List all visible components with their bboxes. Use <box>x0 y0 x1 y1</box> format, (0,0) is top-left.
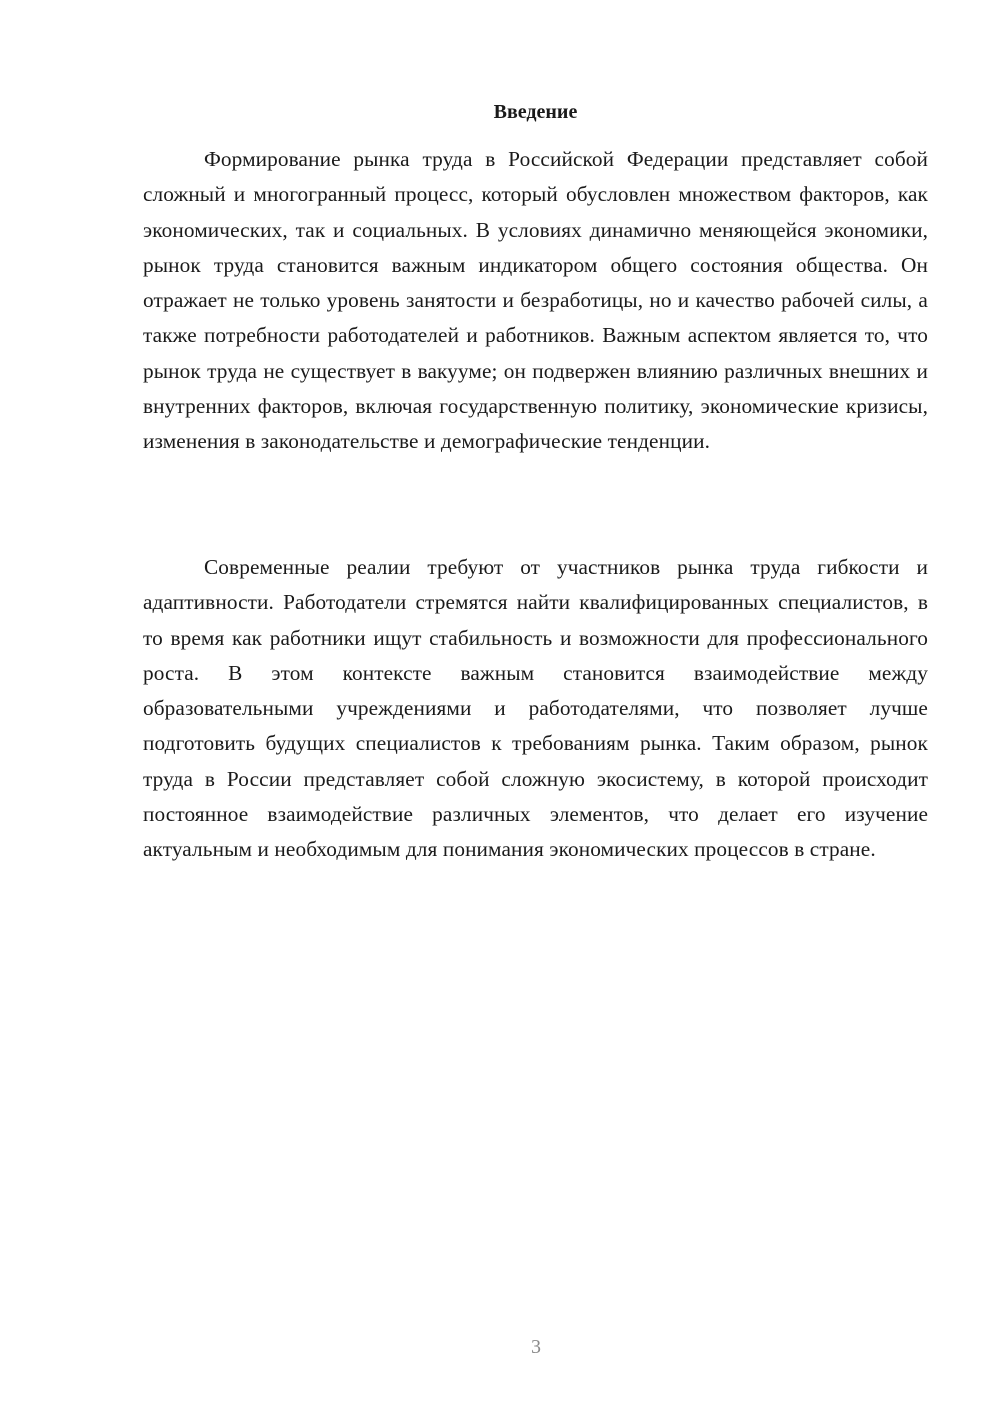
page-number: 3 <box>531 1336 541 1358</box>
body-paragraph-2: Современные реалии требуют от участников рынка труда гибкости и адаптивности. Работодатели стремятся найти квалифицированных специалистов, в то время как работники ищут стабильность и возможности для профессионального роста. В этом контексте важным становится взаимодействие между образовательными учреждениями и работодателями, что позволяет лучше подготовить будущих специалистов к требованиям рынка. Таким образом, рынок труда в России представляет собой сложную экосистему, в которой происходит постоянное взаимодействие различных элементов, что делает его изучение актуальным и необходимым для понимания экономических процессов в стране. <box>143 555 928 862</box>
body-paragraph-1: Формирование рынка труда в Российской Федерации представляет собой сложный и многогранный процесс, который обусловлен множеством факторов, как экономических, так и социальных. В условиях динамично меняющейся экономики, рынок труда становится важным индикатором общего состояния общества. Он отражает не только уровень занятости и безработицы, но и качество рабочей силы, а также потребности работодателей и работников. Важным аспектом является то, что рынок труда не существует в вакууме; он подвержен влиянию различных внешних и внутренних факторов, включая государственную политику, экономические кризисы, изменения в законодательстве и демографические тенденции. <box>143 147 928 454</box>
section-heading: Введение <box>493 101 578 123</box>
